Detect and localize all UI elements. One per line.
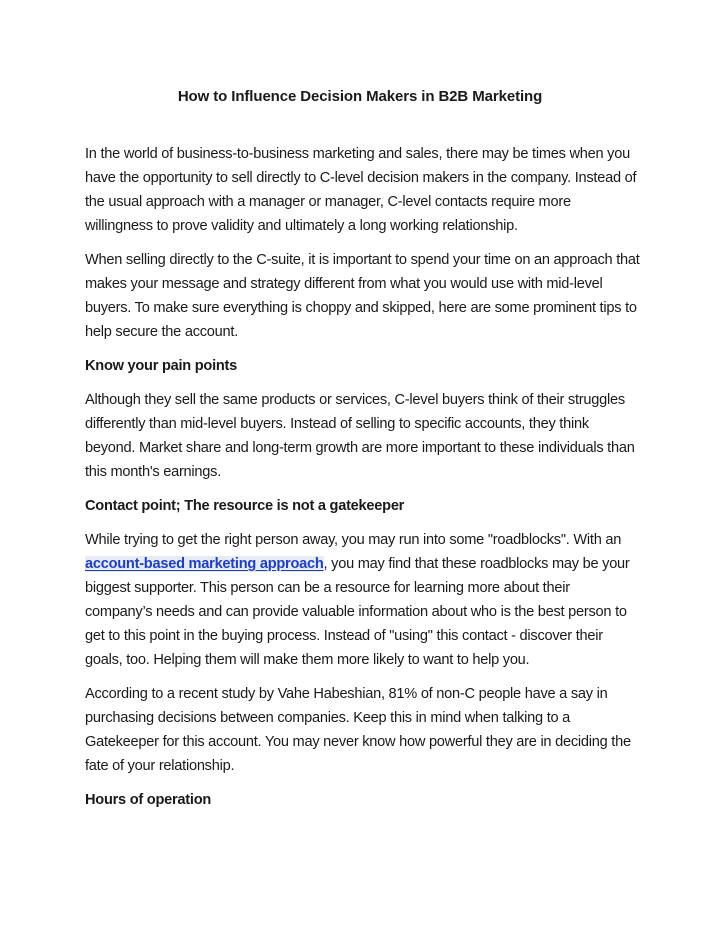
paragraph-c-suite: When selling directly to the C-suite, it is important to spend your time on an approach that makes your message and strategy different from what you would use with mid-level buyers. To make sure everything is choppy and skipped, here are some prominent tips to help secure the account. — [85, 252, 640, 340]
section-heading-contact-point: Contact point; The resource is not a gatekeeper — [85, 498, 405, 514]
document-title: How to Influence Decision Makers in B2B Marketing — [177, 88, 543, 105]
account-based-marketing-link[interactable]: account-based marketing approach — [85, 556, 324, 572]
paragraph-text-before-link: While trying to get the right person away, you may run into some "roadblocks". With an — [85, 532, 622, 548]
paragraph-pain-points: Although they sell the same products or services, C-level buyers think of their struggles differently than mid-level buyers. Instead of selling to specific accounts, they think beyond. Market share and long-term growth are more important to these individuals than this month's earnings. — [85, 392, 635, 480]
paragraph-intro: In the world of business-to-business marketing and sales, there may be times when you have the opportunity to sell directly to C-level decision makers in the company. Instead of the usual approach with a manager or manager, C-level contacts require more willingness to prove validity and ultimately a long working relationship. — [85, 146, 637, 234]
document-body — [85, 142, 640, 822]
paragraph-text-after-link: , you may find that these roadblocks may be your biggest supporter. This person can be a resource for learning more about their company’s needs and can provide valuable information about who is the best person to get to this point in the buying process. Instead of "using" this contact - discover their goals, too. Helping them will make them more likely to want to help you. — [85, 556, 630, 668]
section-heading-hours: Hours of operation — [85, 792, 212, 808]
paragraph-contact-point — [85, 528, 640, 672]
paragraph-study: According to a recent study by Vahe Habeshian, 81% of non-C people have a say in purchasing decisions between companies. Keep this in mind when talking to a Gatekeeper for this account. You may never know how powerful they are in deciding the fate of your relationship. — [85, 686, 631, 774]
section-heading-pain-points: Know your pain points — [85, 358, 238, 374]
